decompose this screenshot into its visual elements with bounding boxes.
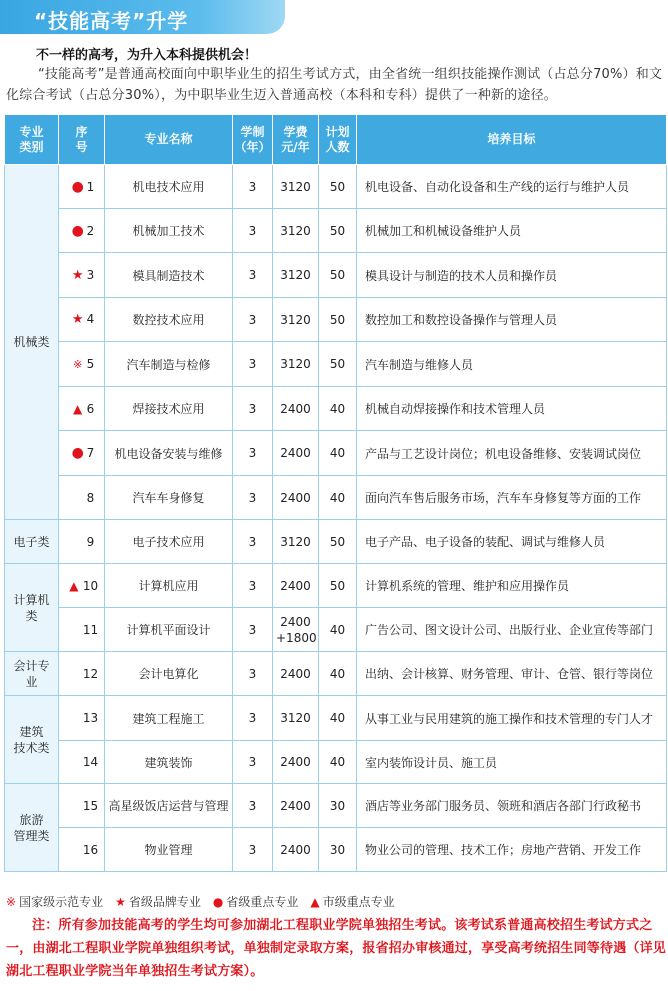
fee-cell: 3120 [273,253,319,298]
plan-cell: 50 [319,165,357,209]
major-name: 建筑装饰 [105,741,233,784]
years-cell: 3 [233,828,273,872]
seq-cell [59,342,105,387]
seq-cell [59,652,105,696]
seq-number: 16 [82,842,99,857]
goal-cell: 面向汽车售后服务市场，汽车车身修复等方面的工作 [357,476,667,520]
seq-number: 7 [86,446,95,460]
years-cell: 3 [233,520,273,564]
plan-cell: 40 [319,741,357,784]
seq-cell [59,165,105,209]
dot-marker-icon: ● [71,445,84,461]
plan-cell: 50 [319,564,357,608]
plan-cell: 50 [319,298,357,342]
fee-cell: 3120 [273,209,319,253]
seq-number: 4 [86,312,95,326]
table-body [5,165,667,872]
plan-cell: 50 [319,209,357,253]
table-row [5,828,667,872]
seq-cell [59,784,105,828]
star-marker-icon: ★ [71,312,84,327]
plan-cell: 40 [319,387,357,431]
seq-cell [59,476,105,520]
header-plan: 计划 人数 [319,115,357,165]
goal-cell: 机械自动焊接操作和技术管理人员 [357,387,667,431]
years-cell: 3 [233,431,273,476]
legend-item [213,895,299,909]
legend-item [115,895,201,909]
table-row [5,253,667,298]
fee-cell: 3120 [273,696,319,741]
legend [6,893,407,910]
table-row [5,652,667,696]
admission-note: 注：所有参加技能高考的学生均可参加湖北工程职业学院单独招生考试。该考试系普通高校招生考试方式之一，由湖北工程职业学院单独组织考试，单独制定录取方案，报省招办审核通过，享受高考统招生同等待遇（详见湖北工程职业学院当年单独招生考试方案）。 [6,918,667,979]
seq-number: 8 [86,490,95,505]
category-cell: 电子类 [5,520,59,564]
fee-cell: 2400 [273,431,319,476]
legend-label: 省级品牌专业 [128,895,201,909]
goal-cell: 室内装饰设计员、施工员 [357,741,667,784]
category-cell: 建筑 技术类 [5,696,59,784]
table-row [5,696,667,741]
major-name: 机械加工技术 [105,209,233,253]
table-row [5,520,667,564]
major-name: 物业管理 [105,828,233,872]
goal-cell: 数控加工和数控设备操作与管理人员 [357,298,667,342]
legend-symbol-icon: ▲ [310,895,320,909]
fee-cell: 2400 [273,784,319,828]
years-cell: 3 [233,342,273,387]
legend-label: 国家级示范专业 [19,895,104,909]
plan-cell: 40 [319,608,357,652]
years-cell: 3 [233,784,273,828]
goal-cell: 计算机系统的管理、维护和应用操作员 [357,564,667,608]
fee-cell: 3120 [273,298,319,342]
major-name: 建筑工程施工 [105,696,233,741]
legend-label: 省级重点专业 [226,895,299,909]
major-name: 焊接技术应用 [105,387,233,431]
table-header [5,115,667,165]
header-fee: 学费 元/年 [273,115,319,165]
legend-symbol-icon: ★ [115,895,126,909]
major-name: 汽车制造与检修 [105,342,233,387]
years-cell: 3 [233,696,273,741]
years-cell: 3 [233,564,273,608]
years-cell: 3 [233,741,273,784]
seq-cell [59,828,105,872]
table-row [5,165,667,209]
fee-cell: 3120 [273,342,319,387]
major-name: 模具制造技术 [105,253,233,298]
seq-number: 9 [86,534,95,549]
seq-number: 3 [86,267,95,282]
category-cell: 计算机类 [5,564,59,652]
header-goal: 培养目标 [357,115,667,165]
category-cell: 会计专业 [5,652,59,696]
goal-cell: 广告公司、图文设计公司、出版行业、企业宣传等部门 [357,608,667,652]
goal-cell: 汽车制造与维修人员 [357,342,667,387]
dot-marker-icon: ● [71,222,84,239]
fee-cell: 2400 [273,828,319,872]
seq-cell [59,741,105,784]
years-cell: 3 [233,165,273,209]
seq-number: 15 [82,798,99,813]
goal-cell: 产品与工艺设计岗位；机电设备维修、安装调试岗位 [357,431,667,476]
section-title: “技能高考”升学 [34,9,189,33]
seq-cell [59,253,105,298]
plan-cell: 50 [319,520,357,564]
seq-cell [59,298,105,342]
seq-cell [59,387,105,431]
years-cell: 3 [233,387,273,431]
seq-number: 13 [82,711,99,725]
intro-paragraph: “技能高考”是普通高校面向中职毕业生的招生考试方式，由全省统一组织技能操作测试（占总分70%）和文化综合考试（占总分30%），为中职毕业生迈入普通高校（本科和专科）提供了一种新的途径。 [6,67,663,103]
seq-cell [59,564,105,608]
years-cell: 3 [233,608,273,652]
table-row [5,564,667,608]
years-cell: 3 [233,209,273,253]
seq-number: 1 [86,179,95,194]
goal-cell: 物业公司的管理、技术工作；房地产营销、开发工作 [357,828,667,872]
seq-number: 2 [86,223,95,238]
tri-marker-icon: ▲ [69,578,79,593]
years-cell: 3 [233,476,273,520]
table-row [5,608,667,652]
plan-cell: 30 [319,828,357,872]
header-name: 专业名称 [105,115,233,165]
major-name: 会计电算化 [105,652,233,696]
plan-cell: 40 [319,652,357,696]
dot-marker-icon: ● [71,178,84,195]
goal-cell: 从事工业与民用建筑的施工操作和技术管理的专门人才 [357,696,667,741]
table-row [5,342,667,387]
table-row [5,431,667,476]
header-category: 专业 类别 [5,115,59,165]
plan-cell: 40 [319,476,357,520]
seq-cell [59,608,105,652]
plan-cell: 40 [319,431,357,476]
plan-cell: 50 [319,253,357,298]
legend-symbol-icon: ※ [6,895,17,909]
major-name: 数控技术应用 [105,298,233,342]
category-cell: 机械类 [5,165,59,520]
star-marker-icon: ★ [71,267,84,283]
major-name: 高星级饭店运营与管理 [105,784,233,828]
major-name: 计算机应用 [105,564,233,608]
seq-cell [59,431,105,476]
fee-cell: 2400 [273,476,319,520]
goal-cell: 模具设计与制造的技术人员和操作员 [357,253,667,298]
tri-marker-icon: ▲ [73,401,83,416]
legend-item [6,895,103,909]
seq-number: 12 [82,666,99,681]
plan-cell: 30 [319,784,357,828]
seq-number: 14 [82,755,99,769]
ref-marker-icon: ※ [73,358,83,371]
subtitle: 不一样的高考，为升入本科提供机会！ [36,48,258,63]
table-row [5,741,667,784]
category-cell: 旅游 管理类 [5,784,59,872]
section-banner [0,0,285,34]
major-name: 机电设备安装与维修 [105,431,233,476]
goal-cell: 电子产品、电子设备的装配、调试与维修人员 [357,520,667,564]
years-cell: 3 [233,652,273,696]
major-table [4,114,667,872]
plan-cell: 50 [319,342,357,387]
table-row [5,209,667,253]
plan-cell: 40 [319,696,357,741]
fee-cell: 2400 [273,387,319,431]
seq-cell [59,209,105,253]
seq-number: 5 [86,357,95,371]
goal-cell: 酒店等业务部门服务员、领班和酒店各部门行政秘书 [357,784,667,828]
header-years: 学制 （年） [233,115,273,165]
major-name: 电子技术应用 [105,520,233,564]
goal-cell: 出纳、会计核算、财务管理、审计、仓管、银行等岗位 [357,652,667,696]
legend-symbol-icon: ● [212,895,224,909]
major-name: 汽车车身修复 [105,476,233,520]
legend-label: 市级重点专业 [322,895,395,909]
table-row [5,784,667,828]
fee-cell: 3120 [273,165,319,209]
legend-item [310,895,394,909]
seq-cell [59,520,105,564]
fee-cell: 2400 +1800 [273,608,319,652]
fee-cell: 3120 [273,520,319,564]
major-name: 机电技术应用 [105,165,233,209]
years-cell: 3 [233,298,273,342]
table-row [5,476,667,520]
seq-number: 11 [82,622,99,637]
seq-number: 10 [82,578,99,593]
fee-cell: 2400 [273,652,319,696]
seq-number: 6 [86,401,95,416]
fee-cell: 2400 [273,741,319,784]
years-cell: 3 [233,253,273,298]
header-seq: 序 号 [59,115,105,165]
goal-cell: 机电设备、自动化设备和生产线的运行与维护人员 [357,165,667,209]
seq-cell [59,696,105,741]
table-row [5,298,667,342]
major-name: 计算机平面设计 [105,608,233,652]
goal-cell: 机械加工和机械设备维护人员 [357,209,667,253]
table-row [5,387,667,431]
fee-cell: 2400 [273,564,319,608]
